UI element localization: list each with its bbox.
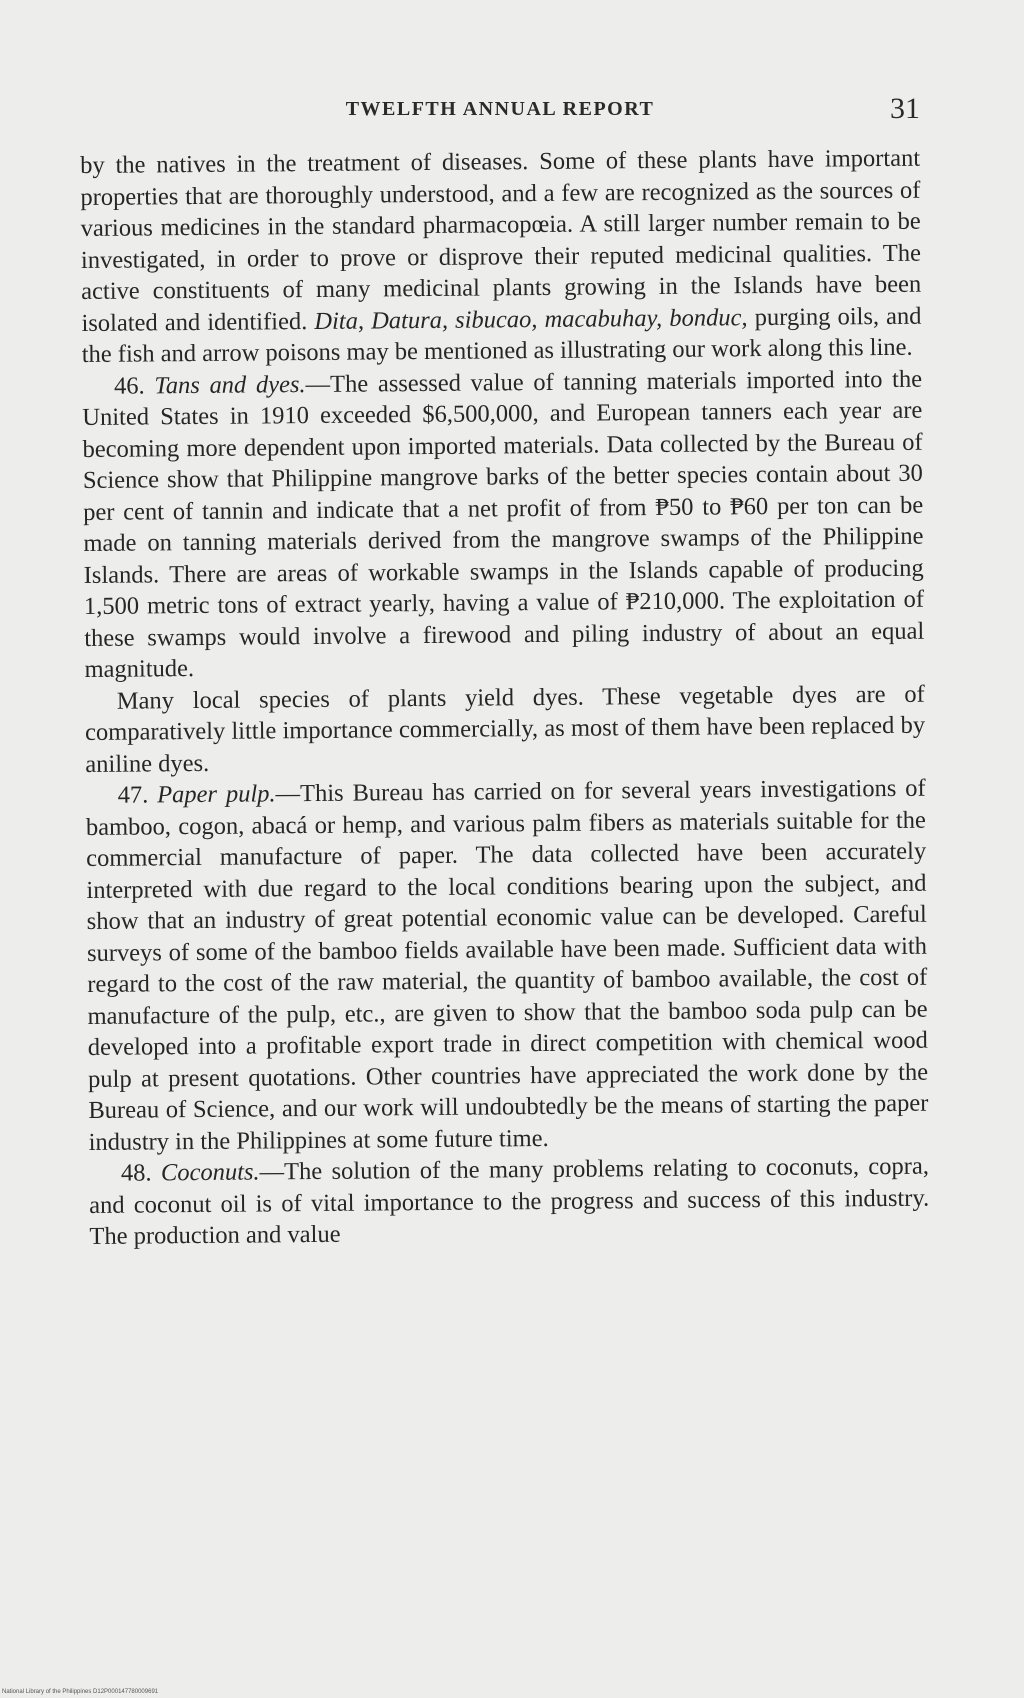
paragraph-vegetable-dyes bbox=[85, 678, 926, 780]
section-heading: Tans and dyes. bbox=[154, 370, 306, 399]
running-head bbox=[80, 92, 920, 132]
paragraph-text-continued: purging oils, and the fish and arrow poisons may be mentioned as illustrating our work along this line. bbox=[81, 302, 922, 368]
italic-plant-names: Dita, Datura, sibucao, macabuhay, bonduc, bbox=[314, 303, 748, 335]
paragraph-medicinal-plants bbox=[80, 143, 922, 371]
running-title: TWELFTH ANNUAL REPORT bbox=[345, 98, 655, 120]
paragraph-text: by the natives in the treatment of diseases. Some of these plants have important properties that are thoroughly understood, and a few are recognized as the sources of various medicines in the standard pharmacopœia. A still larger number remain to be investigated, in order to prove or disprove their reputed medicinal qualities. The active constituents of many medicinal plants growing in the Islands have been isolated and identified. bbox=[80, 144, 922, 337]
paragraph-text: —The solution of the many problems relating to coconuts, copra, and coconut oil is of vital importance to the progress and success of this industry. The production and value bbox=[89, 1152, 930, 1250]
section-heading: Paper pulp. bbox=[157, 780, 276, 809]
section-number: 47. bbox=[117, 781, 149, 809]
scan-footer-note: National Library of the Philippines D12P000147780009691 bbox=[2, 1689, 159, 1695]
paragraph-paper-pulp bbox=[85, 773, 928, 1158]
paragraph-text: Many local species of plants yield dyes. These vegetable dyes are of comparatively little importance commercially, as most of them have been replaced by aniline dyes. bbox=[84, 680, 926, 778]
section-number: 48. bbox=[120, 1159, 152, 1187]
page-number: 31 bbox=[890, 92, 920, 125]
body-text bbox=[80, 143, 930, 1253]
paragraph-text: —The assessed value of tanning materials imported into the United States in 1910 exceeded $6,500,000, and European tanners each year are becoming more dependent upon imported materials. Data collected by the Bureau of Science show that Philippine mangrove barks of the better species contain about 30 per cent of tannin and indicate that a net profit of from ₱50 to ₱60 per ton can be made on tanning materials derived from the mangrove swamps of the Philippine Islands. There are areas of workable swamps in the Islands capable of producing 1,500 metric tons of extract yearly, having a value of ₱210,000. The exploitation of these swamps would involve a firewood and piling industry of about an equal magnitude. bbox=[82, 365, 925, 683]
section-heading: Coconuts. bbox=[160, 1158, 260, 1187]
paragraph-coconuts bbox=[89, 1151, 930, 1253]
paragraph-tans-and-dyes bbox=[82, 363, 925, 685]
paragraph-text: —This Bureau has carried on for several years investigations of bamboo, cogon, abacá or hemp, and various palm fibers as materials suitable for the commercial manufacture of paper. The data collected have been accurately interpreted with due regard to the local conditions bearing upon the subject, and show that an industry of great potential economic value can be developed. Careful surveys of some of the bamboo fields available have been made. Sufficient data with regard to the cost of the raw material, the quantity of bamboo available, the cost of manufacture of the pulp, etc., are given to show that the bamboo soda pulp can be developed into a profitable export trade in direct competition with chemical wood pulp at present quotations. Other countries have appreciated the work done by the Bureau of Science, and our work will undoubtedly be the means of starting the paper industry in the Philippines at some future time. bbox=[85, 774, 929, 1156]
section-number: 46. bbox=[113, 371, 145, 400]
